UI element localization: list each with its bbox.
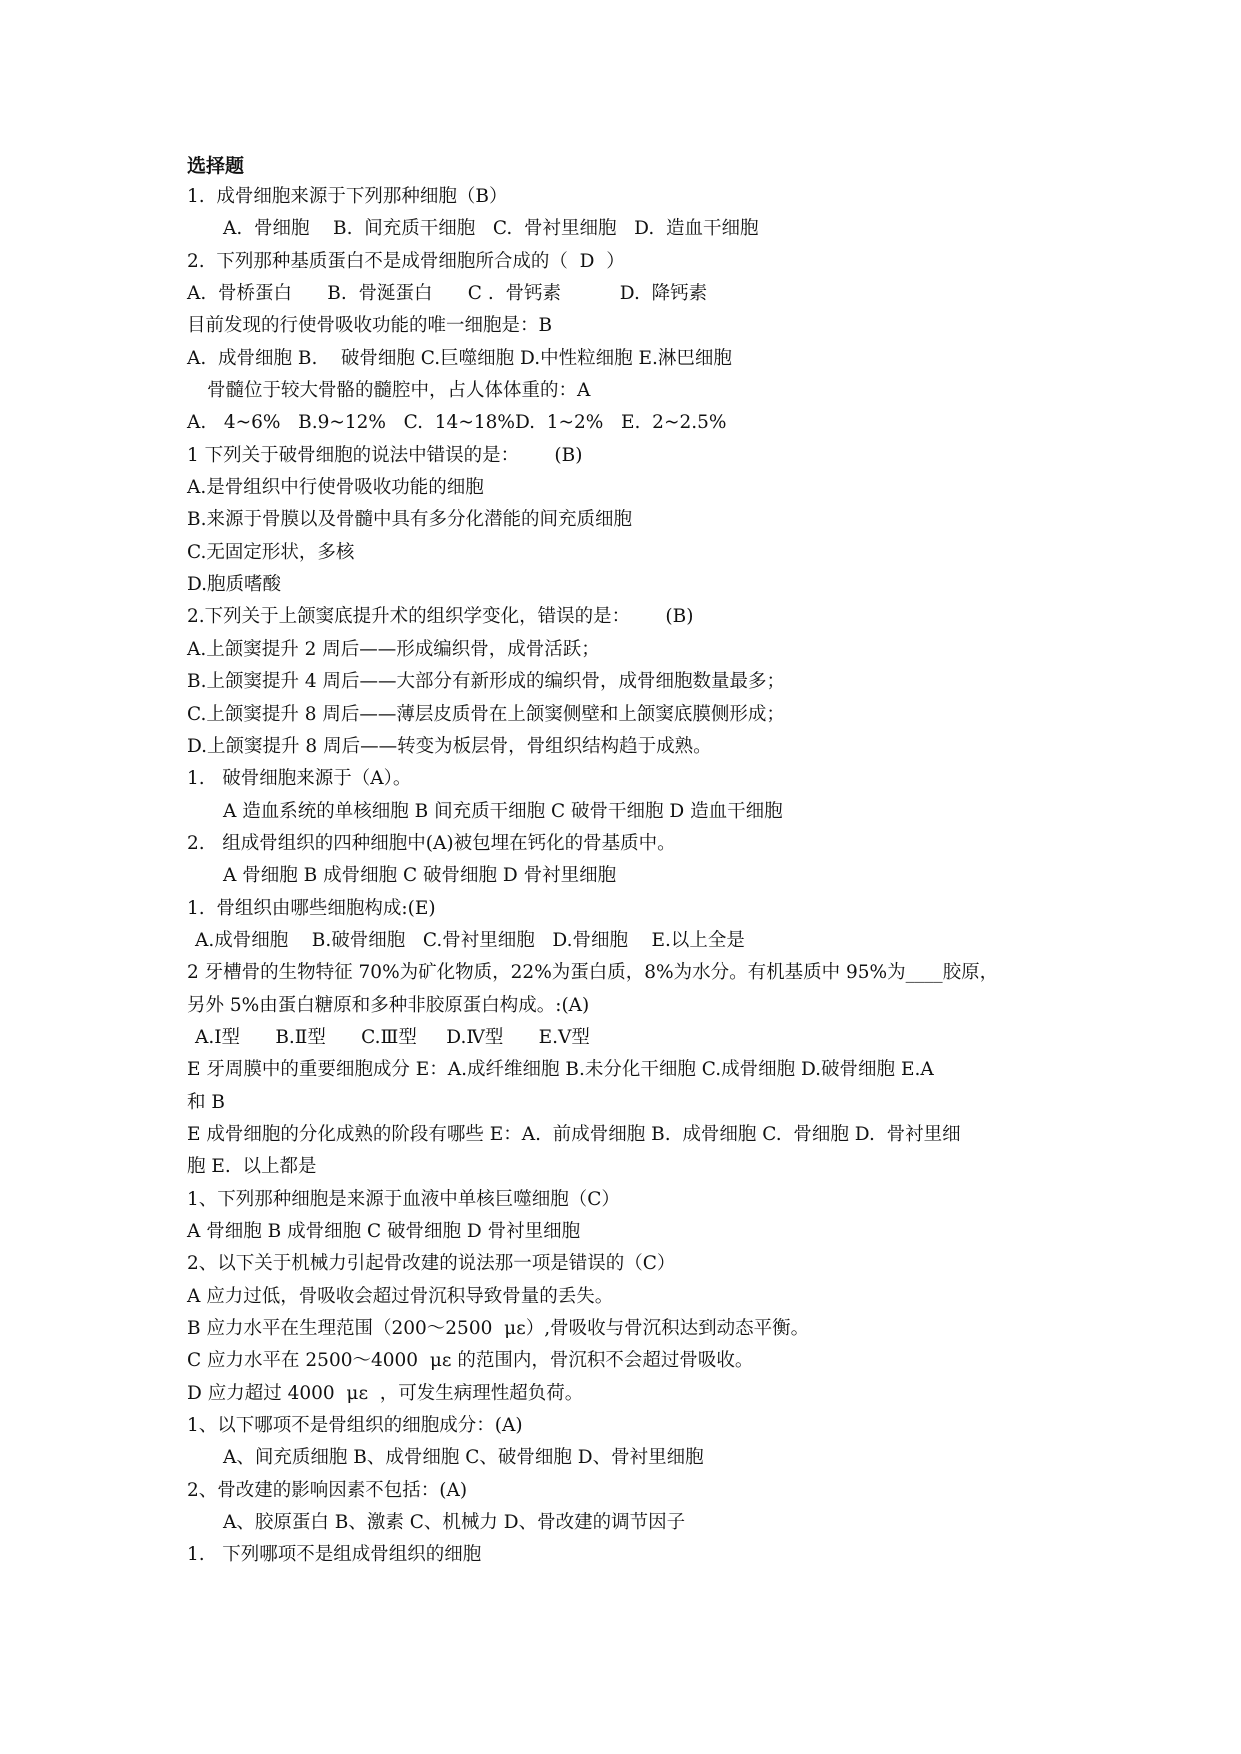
text-line: 1、下列那种细胞是来源于血液中单核巨噬细胞（C）: [187, 1188, 620, 1210]
text-line: 1. 下列哪项不是组成骨组织的细胞: [187, 1544, 482, 1566]
text-line: A 骨细胞 B 成骨细胞 C 破骨细胞 D 骨衬里细胞: [223, 865, 617, 887]
text-line: B 应力水平在生理范围（200～2500 με）,骨吸收与骨沉积达到动态平衡。: [187, 1318, 810, 1340]
text-line: 2.下列关于上颌窦底提升术的组织学变化，错误的是： (B): [187, 606, 694, 628]
text-line: C.上颌窦提升 8 周后——薄层皮质骨在上颌窦侧壁和上颌窦底膜侧形成；: [187, 703, 785, 725]
text-line: 骨髓位于较大骨骼的髓腔中，占人体体重的：A: [207, 380, 591, 402]
text-line: 2、骨改建的影响因素不包括：(A): [187, 1479, 468, 1501]
text-line: A.是骨组织中行使骨吸收功能的细胞: [187, 477, 484, 499]
text-line: D.上颌窦提升 8 周后——转变为板层骨，骨组织结构趋于成熟。: [187, 735, 712, 757]
text-line: A、间充质细胞 B、成骨细胞 C、破骨细胞 D、骨衬里细胞: [223, 1447, 704, 1469]
text-line: A. 骨桥蛋白 B. 骨涎蛋白 C . 骨钙素 D. 降钙素: [187, 283, 708, 305]
text-line: 1. 破骨细胞来源于（A）。: [187, 768, 412, 790]
section-title: 选择题: [187, 155, 245, 177]
text-line: A.成骨细胞 B.破骨细胞 C.骨衬里细胞 D.骨细胞 E.以上全是: [195, 929, 745, 951]
text-line: A 造血系统的单核细胞 B 间充质干细胞 C 破骨干细胞 D 造血干细胞: [223, 800, 783, 822]
text-line: A. 4~6% B.9~12% C. 14~18%D. 1~2% E. 2~2.5%: [187, 412, 727, 434]
text-line: E 牙周膜中的重要细胞成分 E：A.成纤维细胞 B.未分化干细胞 C.成骨细胞 D.破骨细胞 E.A: [187, 1059, 934, 1081]
text-line: 另外 5%由蛋白糖原和多种非胶原蛋白构成。:(A): [187, 994, 590, 1016]
text-line: 1、以下哪项不是骨组织的细胞成分：(A): [187, 1415, 523, 1437]
text-line: A. 成骨细胞 B. 破骨细胞 C.巨噬细胞 D.中性粒细胞 E.淋巴细胞: [187, 347, 732, 369]
text-line: B.上颌窦提升 4 周后——大部分有新形成的编织骨，成骨细胞数量最多；: [187, 671, 786, 693]
text-line: 2 牙槽骨的生物特征 70%为矿化物质，22%为蛋白质，8%为水分。有机基质中 95%为____胶原，: [187, 962, 999, 984]
text-line: 1 下列关于破骨细胞的说法中错误的是： (B): [187, 444, 583, 466]
question-list: [187, 181, 1067, 1572]
text-line: 2. 组成骨组织的四种细胞中(A)被包埋在钙化的骨基质中。: [187, 832, 676, 854]
text-line: A、胶原蛋白 B、激素 C、机械力 D、骨改建的调节因子: [223, 1512, 686, 1534]
text-line: A.Ⅰ型 B.Ⅱ型 C.Ⅲ型 D.Ⅳ型 E.Ⅴ型: [195, 1026, 590, 1048]
text-line: A 应力过低，骨吸收会超过骨沉积导致骨量的丢失。: [187, 1285, 614, 1307]
text-line: D.胞质嗜酸: [187, 574, 282, 596]
text-line: 和 B: [187, 1091, 225, 1113]
text-line: 胞 E. 以上都是: [187, 1156, 317, 1178]
text-line: 2. 下列那种基质蛋白不是成骨细胞所合成的（ D ）: [187, 250, 625, 272]
text-line: E 成骨细胞的分化成熟的阶段有哪些 E：A. 前成骨细胞 B. 成骨细胞 C. 骨细胞 D. 骨衬里细: [187, 1123, 961, 1145]
text-line: B.来源于骨膜以及骨髓中具有多分化潜能的间充质细胞: [187, 509, 632, 531]
text-line: D 应力超过 4000 με ，可发生病理性超负荷。: [187, 1382, 584, 1404]
text-line: C 应力水平在 2500～4000 με 的范围内，骨沉积不会超过骨吸收。: [187, 1350, 754, 1372]
text-line: 1. 骨组织由哪些细胞构成:(E): [187, 897, 436, 919]
text-line: A. 骨细胞 B. 间充质干细胞 C. 骨衬里细胞 D. 造血干细胞: [223, 218, 759, 240]
text-line: 1. 成骨细胞来源于下列那种细胞（B）: [187, 186, 508, 207]
text-line: A.上颌窦提升 2 周后——形成编织骨，成骨活跃；: [187, 638, 600, 660]
text-line: 2、以下关于机械力引起骨改建的说法那一项是错误的（C）: [187, 1253, 676, 1275]
text-line: A 骨细胞 B 成骨细胞 C 破骨细胞 D 骨衬里细胞: [187, 1221, 581, 1242]
text-line: 目前发现的行使骨吸收功能的唯一细胞是：B: [187, 315, 553, 337]
text-line: C.无固定形状，多核: [187, 541, 355, 563]
